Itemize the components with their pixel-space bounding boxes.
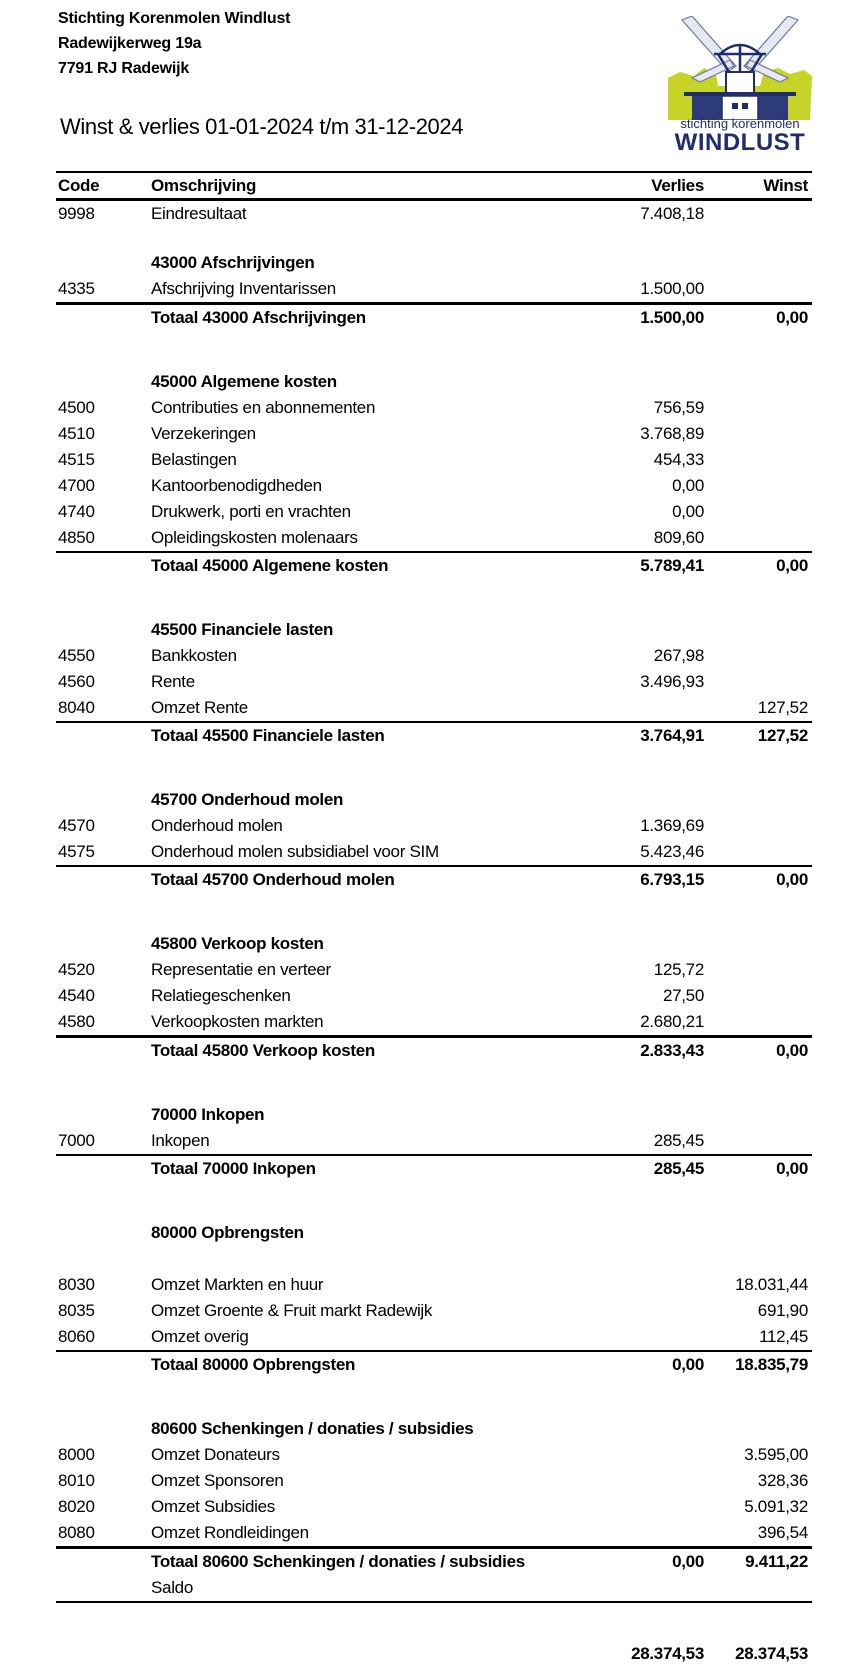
account-group xyxy=(56,250,812,331)
col-profit: Winst xyxy=(763,176,808,195)
row-description: Rente xyxy=(151,672,195,691)
row-description: Omzet Sponsoren xyxy=(151,1471,284,1490)
row-loss: 7.408,18 xyxy=(640,204,704,223)
total-description: Totaal 45000 Algemene kosten xyxy=(151,556,389,575)
row-description: Afschrijving Inventarissen xyxy=(151,279,336,298)
spacer xyxy=(56,1246,812,1272)
total-loss: 3.764,91 xyxy=(640,726,704,745)
windmill-icon xyxy=(660,16,820,120)
total-profit: 127,52 xyxy=(757,726,808,745)
group-heading xyxy=(56,250,812,276)
spacer xyxy=(56,331,812,369)
row-code: 8030 xyxy=(58,1275,95,1294)
result-row xyxy=(56,201,812,227)
row-code: 8035 xyxy=(58,1301,95,1320)
row-code: 7000 xyxy=(58,1131,95,1150)
logo-name: WINDLUST xyxy=(674,129,806,156)
spacer xyxy=(56,893,812,931)
row-code: 4740 xyxy=(58,502,95,521)
report-title: Winst & verlies 01-01-2024 t/m 31-12-2024 xyxy=(60,114,464,139)
row-description: Drukwerk, porti en vrachten xyxy=(151,502,351,521)
grand-total-profit: 28.374,53 xyxy=(735,1644,808,1663)
total-loss: 0,00 xyxy=(672,1355,704,1374)
row-profit: 3.595,00 xyxy=(744,1445,808,1464)
row-loss: 0,00 xyxy=(672,502,704,521)
table-row xyxy=(56,1442,812,1468)
total-profit: 0,00 xyxy=(776,870,808,889)
row-loss: 756,59 xyxy=(653,398,704,417)
row-code: 4570 xyxy=(58,816,95,835)
row-code: 8010 xyxy=(58,1471,95,1490)
row-description: Representatie en verteer xyxy=(151,960,331,979)
row-loss: 809,60 xyxy=(653,528,704,547)
row-description: Omzet Rente xyxy=(151,698,248,717)
spacer xyxy=(56,1182,812,1220)
row-profit: 112,45 xyxy=(759,1327,808,1346)
table-row xyxy=(56,1298,812,1324)
table-row xyxy=(56,957,812,983)
table-row xyxy=(56,1468,812,1494)
row-description: Eindresultaat xyxy=(151,204,247,223)
row-description: Omzet Groente & Fruit markt Radewijk xyxy=(151,1301,433,1320)
total-profit: 0,00 xyxy=(776,556,808,575)
row-description: Omzet Subsidies xyxy=(151,1497,275,1516)
group-heading-text: 45700 Onderhoud molen xyxy=(151,790,344,809)
group-heading-text: 80000 Opbrengsten xyxy=(151,1223,304,1242)
col-loss: Verlies xyxy=(651,176,704,195)
row-code: 4515 xyxy=(58,450,95,469)
account-group xyxy=(56,1416,812,1575)
row-code: 4520 xyxy=(58,960,95,979)
groups-container xyxy=(56,227,812,1667)
table-row xyxy=(56,983,812,1009)
total-profit: 0,00 xyxy=(776,308,808,327)
row-code: 8020 xyxy=(58,1497,95,1516)
org-address: Radewijkerweg 19a xyxy=(58,35,202,52)
row-code: 8040 xyxy=(58,698,95,717)
row-loss: 5.423,46 xyxy=(640,842,704,861)
total-profit: 0,00 xyxy=(776,1159,808,1178)
group-heading-text: 80600 Schenkingen / donaties / subsidies xyxy=(151,1419,474,1438)
total-description: Totaal 70000 Inkopen xyxy=(151,1159,316,1178)
saldo-row xyxy=(56,1575,812,1603)
group-heading-text: 45000 Algemene kosten xyxy=(151,372,337,391)
row-code: 8000 xyxy=(58,1445,95,1464)
row-loss: 267,98 xyxy=(653,646,704,665)
profit-loss-table xyxy=(56,171,812,1667)
group-total-row xyxy=(56,551,812,579)
row-description: Omzet Rondleidingen xyxy=(151,1523,309,1542)
row-description: Kantoorbenodigdheden xyxy=(151,476,322,495)
table-row xyxy=(56,643,812,669)
account-group xyxy=(56,931,812,1064)
row-profit: 691,90 xyxy=(757,1301,808,1320)
group-total-row xyxy=(56,1350,812,1378)
account-group xyxy=(56,617,812,749)
table-row xyxy=(56,1520,812,1546)
table-row xyxy=(56,1272,812,1298)
col-description: Omschrijving xyxy=(151,176,257,195)
row-description: Onderhoud molen subsidiabel voor SIM xyxy=(151,842,439,861)
group-heading xyxy=(56,369,812,395)
table-header xyxy=(56,171,812,201)
group-heading xyxy=(56,1220,812,1246)
row-profit: 328,36 xyxy=(757,1471,808,1490)
spacer xyxy=(56,579,812,617)
total-profit: 0,00 xyxy=(776,1041,808,1060)
row-description: Omzet Donateurs xyxy=(151,1445,280,1464)
row-loss: 27,50 xyxy=(662,986,704,1005)
row-code: 4560 xyxy=(58,672,95,691)
row-loss: 125,72 xyxy=(653,960,704,979)
spacer xyxy=(56,749,812,787)
group-total-row xyxy=(56,302,812,331)
group-total-row xyxy=(56,865,812,893)
total-description: Totaal 80000 Opbrengsten xyxy=(151,1355,356,1374)
table-row xyxy=(56,1128,812,1154)
grand-total-row xyxy=(56,1641,812,1667)
logo xyxy=(660,16,820,164)
spacer xyxy=(56,1064,812,1102)
group-total-row xyxy=(56,1154,812,1182)
total-loss: 0,00 xyxy=(672,1552,704,1571)
table-row xyxy=(56,525,812,551)
account-group xyxy=(56,1220,812,1378)
row-description: Bankkosten xyxy=(151,646,237,665)
row-code: 4540 xyxy=(58,986,95,1005)
account-group xyxy=(56,787,812,893)
total-description: Totaal 80600 Schenkingen / donaties / subsidies xyxy=(151,1552,525,1571)
row-code: 4575 xyxy=(58,842,95,861)
logo-subtitle: stichting korenmolen xyxy=(680,116,800,131)
col-code: Code xyxy=(58,176,100,195)
row-description: Omzet Markten en huur xyxy=(151,1275,324,1294)
table-row xyxy=(56,447,812,473)
group-total-row xyxy=(56,721,812,749)
row-code: 4700 xyxy=(58,476,95,495)
group-heading xyxy=(56,1416,812,1442)
row-profit: 18.031,44 xyxy=(735,1275,808,1294)
table-row xyxy=(56,669,812,695)
row-loss: 0,00 xyxy=(672,476,704,495)
row-profit: 127,52 xyxy=(757,698,808,717)
account-group xyxy=(56,369,812,579)
table-row xyxy=(56,1324,812,1350)
total-description: Totaal 45700 Onderhoud molen xyxy=(151,870,395,889)
group-heading-text: 70000 Inkopen xyxy=(151,1105,265,1124)
group-heading-text: 45800 Verkoop kosten xyxy=(151,934,324,953)
table-row xyxy=(56,499,812,525)
row-code: 4550 xyxy=(58,646,95,665)
row-description: Inkopen xyxy=(151,1131,210,1150)
table-row xyxy=(56,813,812,839)
total-loss: 6.793,15 xyxy=(640,870,704,889)
table-row xyxy=(56,839,812,865)
spacer xyxy=(56,1603,812,1641)
row-description: Opleidingskosten molenaars xyxy=(151,528,358,547)
row-loss: 454,33 xyxy=(653,450,704,469)
row-code: 4580 xyxy=(58,1012,95,1031)
row-description: Relatiegeschenken xyxy=(151,986,291,1005)
group-heading xyxy=(56,931,812,957)
row-loss: 3.768,89 xyxy=(640,424,704,443)
total-loss: 2.833,43 xyxy=(640,1041,704,1060)
row-profit: 396,54 xyxy=(757,1523,808,1542)
row-loss: 2.680,21 xyxy=(640,1012,704,1031)
row-loss: 1.500,00 xyxy=(640,279,704,298)
group-heading xyxy=(56,617,812,643)
row-loss: 1.369,69 xyxy=(640,816,704,835)
row-code: 4335 xyxy=(58,279,95,298)
row-code: 4500 xyxy=(58,398,95,417)
row-code: 4850 xyxy=(58,528,95,547)
total-profit: 9.411,22 xyxy=(745,1552,808,1571)
row-code: 8080 xyxy=(58,1523,95,1542)
grand-total-loss: 28.374,53 xyxy=(631,1644,704,1663)
total-loss: 5.789,41 xyxy=(640,556,704,575)
spacer xyxy=(56,227,812,250)
row-description: Contributies en abonnementen xyxy=(151,398,376,417)
group-heading xyxy=(56,1102,812,1128)
row-loss: 285,45 xyxy=(653,1131,704,1150)
row-code: 8060 xyxy=(58,1327,95,1346)
total-loss: 1.500,00 xyxy=(640,308,704,327)
group-heading-text: 45500 Financiele lasten xyxy=(151,620,334,639)
org-name: Stichting Korenmolen Windlust xyxy=(58,10,291,27)
table-row xyxy=(56,695,812,721)
row-description: Omzet overig xyxy=(151,1327,249,1346)
table-row xyxy=(56,473,812,499)
row-description: Onderhoud molen xyxy=(151,816,283,835)
total-description: Totaal 43000 Afschrijvingen xyxy=(151,308,366,327)
org-postal-city: 7791 RJ Radewijk xyxy=(58,60,190,77)
total-loss: 285,45 xyxy=(653,1159,704,1178)
row-loss: 3.496,93 xyxy=(640,672,704,691)
row-code: 9998 xyxy=(58,204,95,223)
saldo-label: Saldo xyxy=(151,1578,193,1597)
table-row xyxy=(56,1009,812,1035)
total-profit: 18.835,79 xyxy=(735,1355,808,1374)
table-row xyxy=(56,395,812,421)
total-description: Totaal 45800 Verkoop kosten xyxy=(151,1041,376,1060)
spacer xyxy=(56,1378,812,1416)
row-code: 4510 xyxy=(58,424,95,443)
group-total-row xyxy=(56,1546,812,1575)
table-row xyxy=(56,421,812,447)
table-row xyxy=(56,276,812,302)
group-heading-text: 43000 Afschrijvingen xyxy=(151,253,315,272)
group-total-row xyxy=(56,1035,812,1064)
row-description: Verzekeringen xyxy=(151,424,256,443)
account-group xyxy=(56,1102,812,1182)
row-profit: 5.091,32 xyxy=(744,1497,808,1516)
row-description: Verkoopkosten markten xyxy=(151,1012,324,1031)
row-description: Belastingen xyxy=(151,450,237,469)
table-row xyxy=(56,1494,812,1520)
group-heading xyxy=(56,787,812,813)
total-description: Totaal 45500 Financiele lasten xyxy=(151,726,385,745)
